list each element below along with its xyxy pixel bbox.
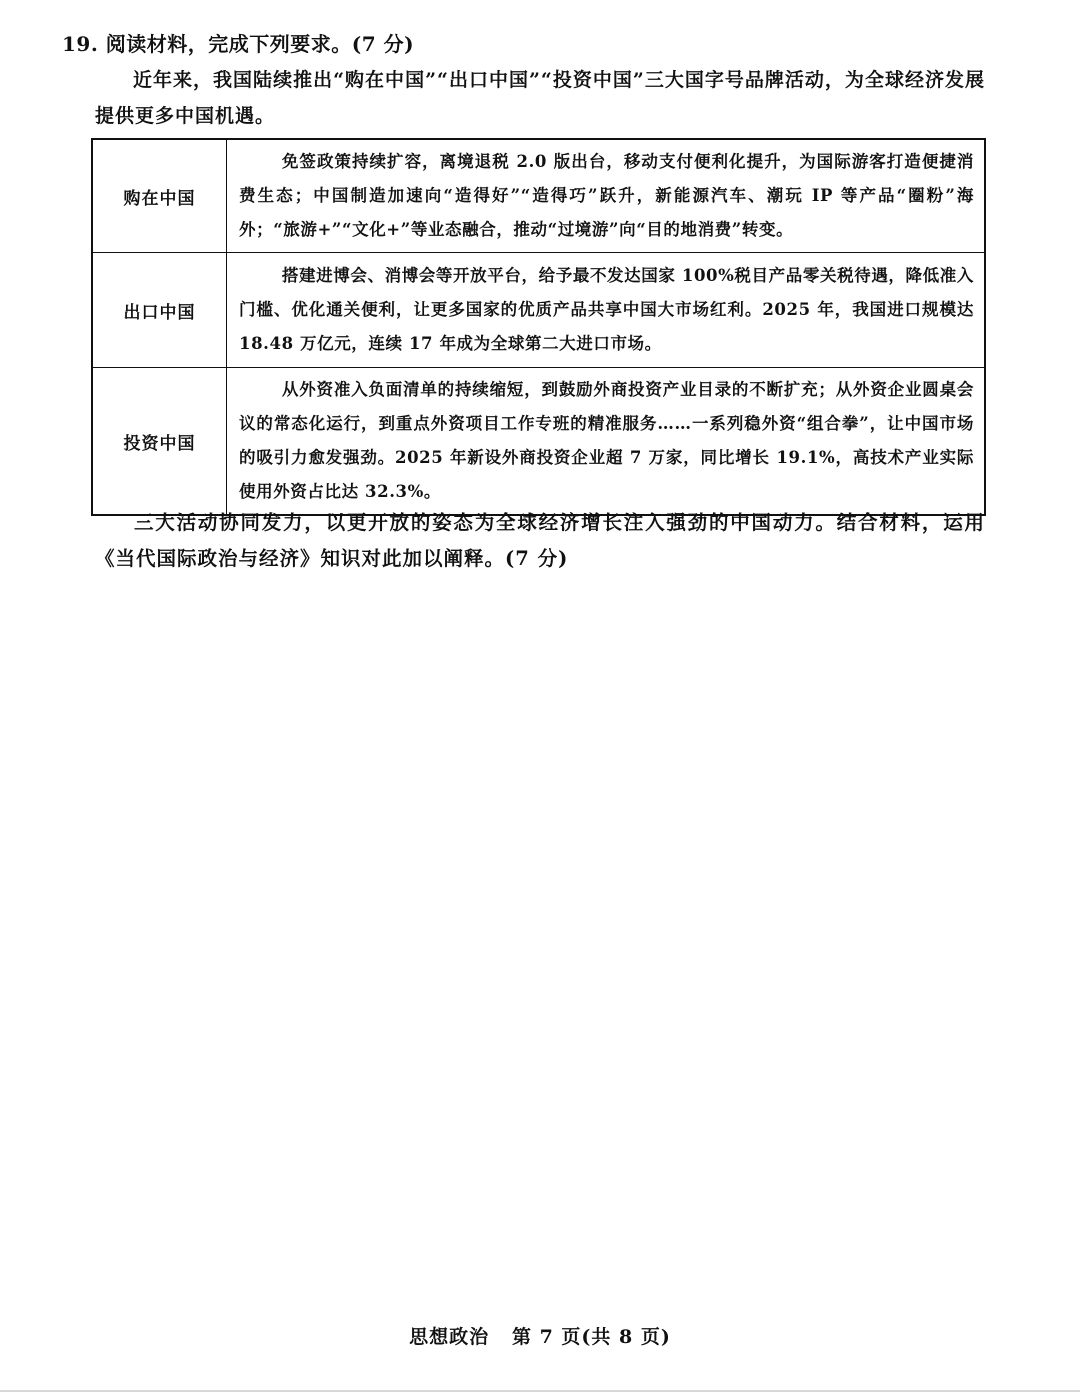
question-task: 三大活动协同发力，以更开放的姿态为全球经济增长注入强劲的中国动力。结合材料，运用《当代国际政治与经济》知识对此加以阐释。(7 分) [95, 511, 985, 570]
material-intro: 近年来，我国陆续推出“购在中国”“出口中国”“投资中国”三大国字号品牌活动，为全球经济发展提供更多中国机遇。 [95, 69, 985, 127]
material-table [91, 138, 986, 516]
bottom-divider [0, 1390, 1080, 1392]
question-heading: 19. 阅读材料，完成下列要求。(7 分) [62, 32, 415, 56]
row-label: 出口中国 [92, 253, 227, 368]
row-label: 购在中国 [92, 139, 227, 253]
page-footer: 思想政治 第 7 页(共 8 页) [409, 1326, 671, 1348]
row-content: 搭建进博会、消博会等开放平台，给予最不发达国家 100%税目产品零关税待遇，降低准入门槛、优化通关便利，让更多国家的优质产品共享中国大市场红利。2025 年，我国进口规模达 18.48 万亿元，连续 17 年成为全球第二大进口市场。 [227, 253, 986, 368]
row-content: 免签政策持续扩容，离境退税 2.0 版出台，移动支付便利化提升，为国际游客打造便捷消费生态；中国制造加速向“造得好”“造得巧”跃升，新能源汽车、潮玩 IP 等产品“圈粉”海外；“旅游+”“文化+”等业态融合，推动“过境游”向“目的地消费”转变。 [227, 139, 986, 253]
row-label: 投资中国 [92, 368, 227, 516]
row-content: 从外资准入负面清单的持续缩短，到鼓励外商投资产业目录的不断扩充；从外资企业圆桌会议的常态化运行，到重点外资项目工作专班的精准服务……一系列稳外资“组合拳”，让中国市场的吸引力愈发强劲。2025 年新设外商投资企业超 7 万家，同比增长 19.1%，高技术产业实际使用外资占比达 32.3%。 [227, 368, 986, 516]
table-row [92, 368, 985, 516]
table-row [92, 139, 985, 253]
table-row [92, 253, 985, 368]
